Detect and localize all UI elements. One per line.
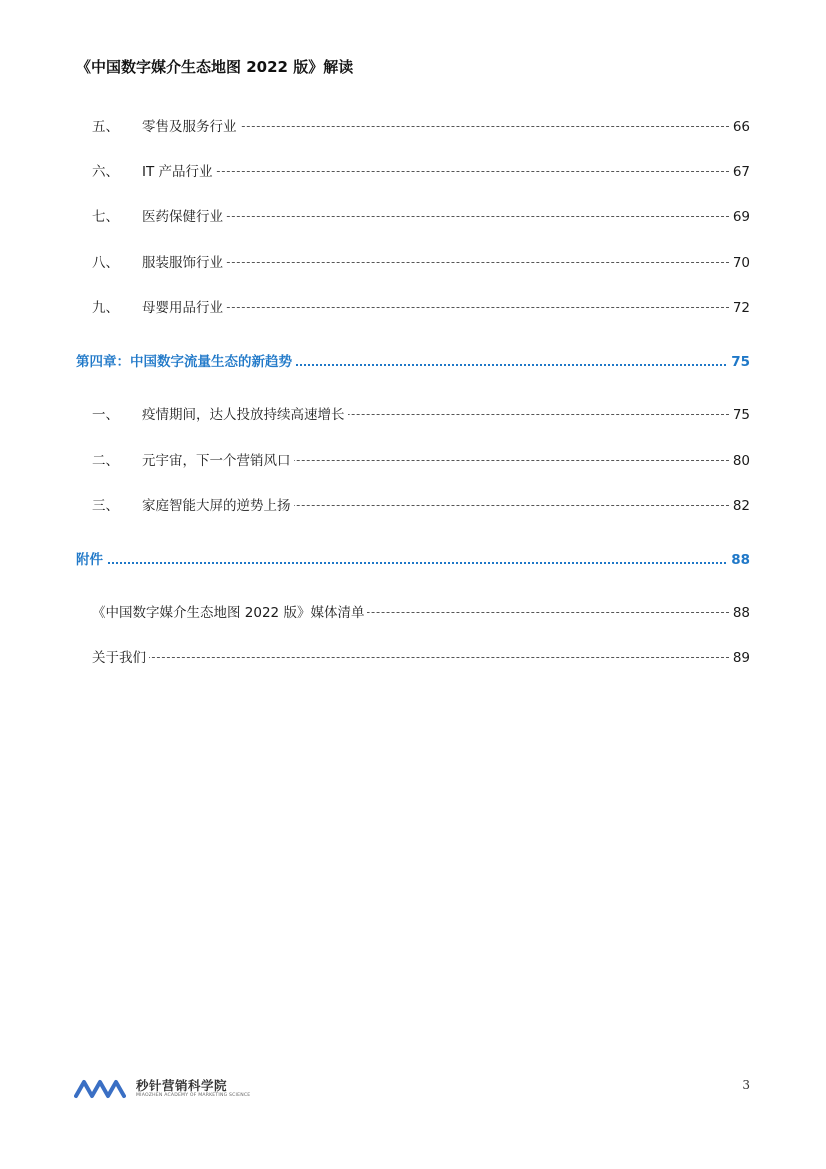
toc-chapter-entry[interactable] [0,351,826,373]
toc-entry[interactable] [0,647,826,669]
toc-entry[interactable] [0,602,826,624]
toc-entry[interactable] [0,116,826,138]
toc-appendix-entry[interactable] [0,549,826,571]
toc-entry[interactable] [0,297,826,319]
toc-entry-number: 八、 [92,255,119,271]
toc-entry-page: 67 [729,161,750,183]
toc-entry-label: 服装服饰行业 [142,252,226,274]
toc-entry-page: 89 [729,647,750,669]
toc-leader [92,657,734,658]
toc-entry-number: 七、 [92,209,119,225]
toc-entry-page: 69 [729,206,750,228]
page-number: 3 [742,1078,750,1092]
toc-entry[interactable] [0,161,826,183]
toc-entry-label: 疫情期间，达人投放持续高速增长 [142,404,348,426]
footer-logo [74,1074,251,1104]
toc-entry-label: 医药保健行业 [142,206,226,228]
toc-entry-page: 72 [729,297,750,319]
toc-entry-page: 75 [729,404,750,426]
toc-entry-page: 82 [729,495,750,517]
toc-entry-page: 80 [729,450,750,472]
toc-entry-number: 三、 [92,498,119,514]
toc-entry-page: 88 [729,602,750,624]
toc-entry[interactable] [0,450,826,472]
toc-chapter-label: 第四章：中国数字流量生态的新趋势 [76,351,295,373]
toc-entry[interactable] [0,495,826,517]
toc-entry[interactable] [0,206,826,228]
footer-logo-text: 秒针营销科学院 [136,1078,228,1093]
toc-leader [142,307,734,308]
toc-entry-page: 66 [729,116,750,138]
toc-entry-label: 家庭智能大屏的逆势上扬 [142,495,294,517]
footer-logo-subtitle: MIAOZHEN ACADEMY OF MARKETING SCIENCE [136,1093,251,1098]
toc-entry-label: 元宇宙，下一个营销风口 [142,450,294,472]
toc-entry[interactable] [0,404,826,426]
toc-entry-number: 九、 [92,300,119,316]
toc-entry-number: 一、 [92,407,119,423]
toc-leader [76,562,730,564]
toc-leader [142,262,734,263]
toc-entry-number: 五、 [92,119,119,135]
toc-entry-label: 关于我们 [92,647,149,669]
miaozhen-logo-icon [74,1076,126,1100]
toc-leader [142,216,734,217]
page-header-title: 《中国数字媒介生态地图 2022 版》解读 [76,58,354,76]
toc-appendix-label: 附件 [76,549,106,571]
toc-entry[interactable] [0,252,826,274]
toc-entry-number: 二、 [92,453,119,469]
toc-entry-label: 《中国数字媒介生态地图 2022 版》媒体清单 [92,602,367,624]
toc-leader [142,171,734,172]
toc-entry-label: 零售及服务行业 [142,116,240,138]
toc-appendix-page: 88 [727,549,750,571]
toc-entry-page: 70 [729,252,750,274]
toc-entry-label: 母婴用品行业 [142,297,226,319]
toc-chapter-page: 75 [727,351,750,373]
toc-entry-number: 六、 [92,164,119,180]
toc-entry-label: IT 产品行业 [142,161,216,183]
